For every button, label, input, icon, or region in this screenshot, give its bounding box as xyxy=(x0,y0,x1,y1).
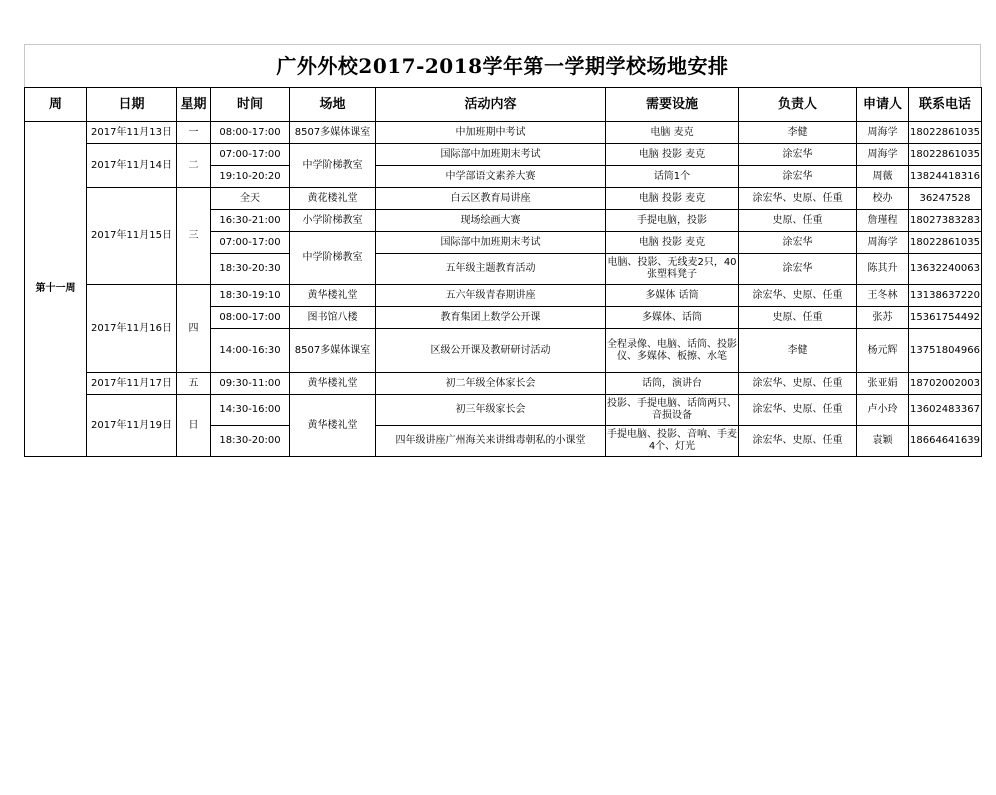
activity-cell: 初二年级全体家长会 xyxy=(376,373,606,395)
sheet-title: 广外外校2017-2018学年第一学期学校场地安排 xyxy=(24,44,981,87)
phone-cell: 18022861035 xyxy=(909,144,982,166)
applicant-cell: 袁颖 xyxy=(857,426,909,457)
venue-cell: 黄华楼礼堂 xyxy=(290,285,376,307)
equipment-cell: 话筒，演讲台 xyxy=(606,373,739,395)
owner-cell: 李健 xyxy=(739,329,857,373)
venue-cell: 图书馆八楼 xyxy=(290,307,376,329)
venue-cell: 黄花楼礼堂 xyxy=(290,188,376,210)
activity-cell: 中加班期中考试 xyxy=(376,122,606,144)
table-row xyxy=(25,395,982,426)
phone-cell: 36247528 xyxy=(909,188,982,210)
applicant-cell: 杨元辉 xyxy=(857,329,909,373)
time-cell: 08:00-17:00 xyxy=(211,307,290,329)
time-cell: 18:30-19:10 xyxy=(211,285,290,307)
schedule-sheet xyxy=(24,44,981,457)
applicant-cell: 詹瑾程 xyxy=(857,210,909,232)
header-date: 日期 xyxy=(87,88,177,122)
phone-cell: 18702002003 xyxy=(909,373,982,395)
activity-cell: 国际部中加班期末考试 xyxy=(376,144,606,166)
applicant-cell: 卢小玲 xyxy=(857,395,909,426)
owner-cell: 涂宏华、史原、任重 xyxy=(739,188,857,210)
applicant-cell: 张苏 xyxy=(857,307,909,329)
owner-cell: 李健 xyxy=(739,122,857,144)
activity-cell: 国际部中加班期末考试 xyxy=(376,232,606,254)
date-cell: 2017年11月14日 xyxy=(87,144,177,188)
activity-cell: 教育集团上数学公开课 xyxy=(376,307,606,329)
owner-cell: 涂宏华、史原、任重 xyxy=(739,373,857,395)
weekday-cell: 二 xyxy=(177,144,211,188)
phone-cell: 13632240063 xyxy=(909,254,982,285)
week-cell: 第十一周 xyxy=(25,122,87,457)
owner-cell: 涂宏华、史原、任重 xyxy=(739,426,857,457)
header-venue: 场地 xyxy=(290,88,376,122)
activity-cell: 初三年级家长会 xyxy=(376,395,606,426)
time-cell: 08:00-17:00 xyxy=(211,122,290,144)
equipment-cell: 电脑 投影 麦克 xyxy=(606,188,739,210)
owner-cell: 史原、任重 xyxy=(739,307,857,329)
equipment-cell: 电脑、投影、无线麦2只，40张塑料凳子 xyxy=(606,254,739,285)
header-row xyxy=(25,88,982,122)
venue-cell: 8507多媒体课室 xyxy=(290,329,376,373)
phone-cell: 13602483367 xyxy=(909,395,982,426)
activity-cell: 中学部语文素养大赛 xyxy=(376,166,606,188)
equipment-cell: 话筒1个 xyxy=(606,166,739,188)
applicant-cell: 周海学 xyxy=(857,122,909,144)
time-cell: 14:00-16:30 xyxy=(211,329,290,373)
date-cell: 2017年11月17日 xyxy=(87,373,177,395)
header-time: 时间 xyxy=(211,88,290,122)
owner-cell: 涂宏华 xyxy=(739,254,857,285)
owner-cell: 涂宏华、史原、任重 xyxy=(739,395,857,426)
header-owner: 负责人 xyxy=(739,88,857,122)
owner-cell: 史原、任重 xyxy=(739,210,857,232)
header-applicant: 申请人 xyxy=(857,88,909,122)
date-cell: 2017年11月13日 xyxy=(87,122,177,144)
date-cell: 2017年11月16日 xyxy=(87,285,177,373)
time-cell: 09:30-11:00 xyxy=(211,373,290,395)
owner-cell: 涂宏华、史原、任重 xyxy=(739,285,857,307)
weekday-cell: 日 xyxy=(177,395,211,457)
weekday-cell: 四 xyxy=(177,285,211,373)
equipment-cell: 电脑 投影 麦克 xyxy=(606,144,739,166)
equipment-cell: 电脑 投影 麦克 xyxy=(606,232,739,254)
phone-cell: 15361754492 xyxy=(909,307,982,329)
applicant-cell: 周薇 xyxy=(857,166,909,188)
phone-cell: 13824418316 xyxy=(909,166,982,188)
equipment-cell: 多媒体、话筒 xyxy=(606,307,739,329)
owner-cell: 涂宏华 xyxy=(739,166,857,188)
applicant-cell: 王冬林 xyxy=(857,285,909,307)
phone-cell: 18022861035 xyxy=(909,122,982,144)
equipment-cell: 手提电脑，投影 xyxy=(606,210,739,232)
venue-cell: 小学阶梯教室 xyxy=(290,210,376,232)
activity-cell: 四年级讲座广州海关来讲缉毒朝私的小课堂 xyxy=(376,426,606,457)
activity-cell: 白云区教育局讲座 xyxy=(376,188,606,210)
time-cell: 18:30-20:00 xyxy=(211,426,290,457)
phone-cell: 18022861035 xyxy=(909,232,982,254)
venue-cell: 黄华楼礼堂 xyxy=(290,395,376,457)
weekday-cell: 一 xyxy=(177,122,211,144)
weekday-cell: 三 xyxy=(177,188,211,285)
table-row xyxy=(25,373,982,395)
venue-cell: 8507多媒体课室 xyxy=(290,122,376,144)
time-cell: 19:10-20:20 xyxy=(211,166,290,188)
header-activity: 活动内容 xyxy=(376,88,606,122)
activity-cell: 现场绘画大赛 xyxy=(376,210,606,232)
phone-cell: 13138637220 xyxy=(909,285,982,307)
header-weekday: 星期 xyxy=(177,88,211,122)
applicant-cell: 周海学 xyxy=(857,144,909,166)
equipment-cell: 全程录像、电脑、话筒、投影仪、多媒体、板擦、水笔 xyxy=(606,329,739,373)
equipment-cell: 投影、手提电脑、话筒两只、音损设备 xyxy=(606,395,739,426)
applicant-cell: 校办 xyxy=(857,188,909,210)
applicant-cell: 张亚娟 xyxy=(857,373,909,395)
phone-cell: 18664641639 xyxy=(909,426,982,457)
applicant-cell: 陈其升 xyxy=(857,254,909,285)
time-cell: 07:00-17:00 xyxy=(211,144,290,166)
time-cell: 全天 xyxy=(211,188,290,210)
time-cell: 07:00-17:00 xyxy=(211,232,290,254)
equipment-cell: 电脑 麦克 xyxy=(606,122,739,144)
time-cell: 14:30-16:00 xyxy=(211,395,290,426)
date-cell: 2017年11月19日 xyxy=(87,395,177,457)
activity-cell: 区级公开课及教研研讨活动 xyxy=(376,329,606,373)
table-row xyxy=(25,188,982,210)
table-row xyxy=(25,285,982,307)
equipment-cell: 手提电脑、投影、音响、手麦4个、灯光 xyxy=(606,426,739,457)
venue-cell: 中学阶梯教室 xyxy=(290,232,376,285)
schedule-table xyxy=(24,87,982,457)
venue-cell: 黄华楼礼堂 xyxy=(290,373,376,395)
venue-cell: 中学阶梯教室 xyxy=(290,144,376,188)
time-cell: 16:30-21:00 xyxy=(211,210,290,232)
header-week: 周 xyxy=(25,88,87,122)
equipment-cell: 多媒体 话筒 xyxy=(606,285,739,307)
date-cell: 2017年11月15日 xyxy=(87,188,177,285)
owner-cell: 涂宏华 xyxy=(739,144,857,166)
owner-cell: 涂宏华 xyxy=(739,232,857,254)
table-row xyxy=(25,122,982,144)
header-phone: 联系电话 xyxy=(909,88,982,122)
applicant-cell: 周海学 xyxy=(857,232,909,254)
phone-cell: 18027383283 xyxy=(909,210,982,232)
activity-cell: 五年级主题教育活动 xyxy=(376,254,606,285)
time-cell: 18:30-20:30 xyxy=(211,254,290,285)
weekday-cell: 五 xyxy=(177,373,211,395)
phone-cell: 13751804966 xyxy=(909,329,982,373)
header-equipment: 需要设施 xyxy=(606,88,739,122)
table-row xyxy=(25,144,982,166)
activity-cell: 五六年级青春期讲座 xyxy=(376,285,606,307)
